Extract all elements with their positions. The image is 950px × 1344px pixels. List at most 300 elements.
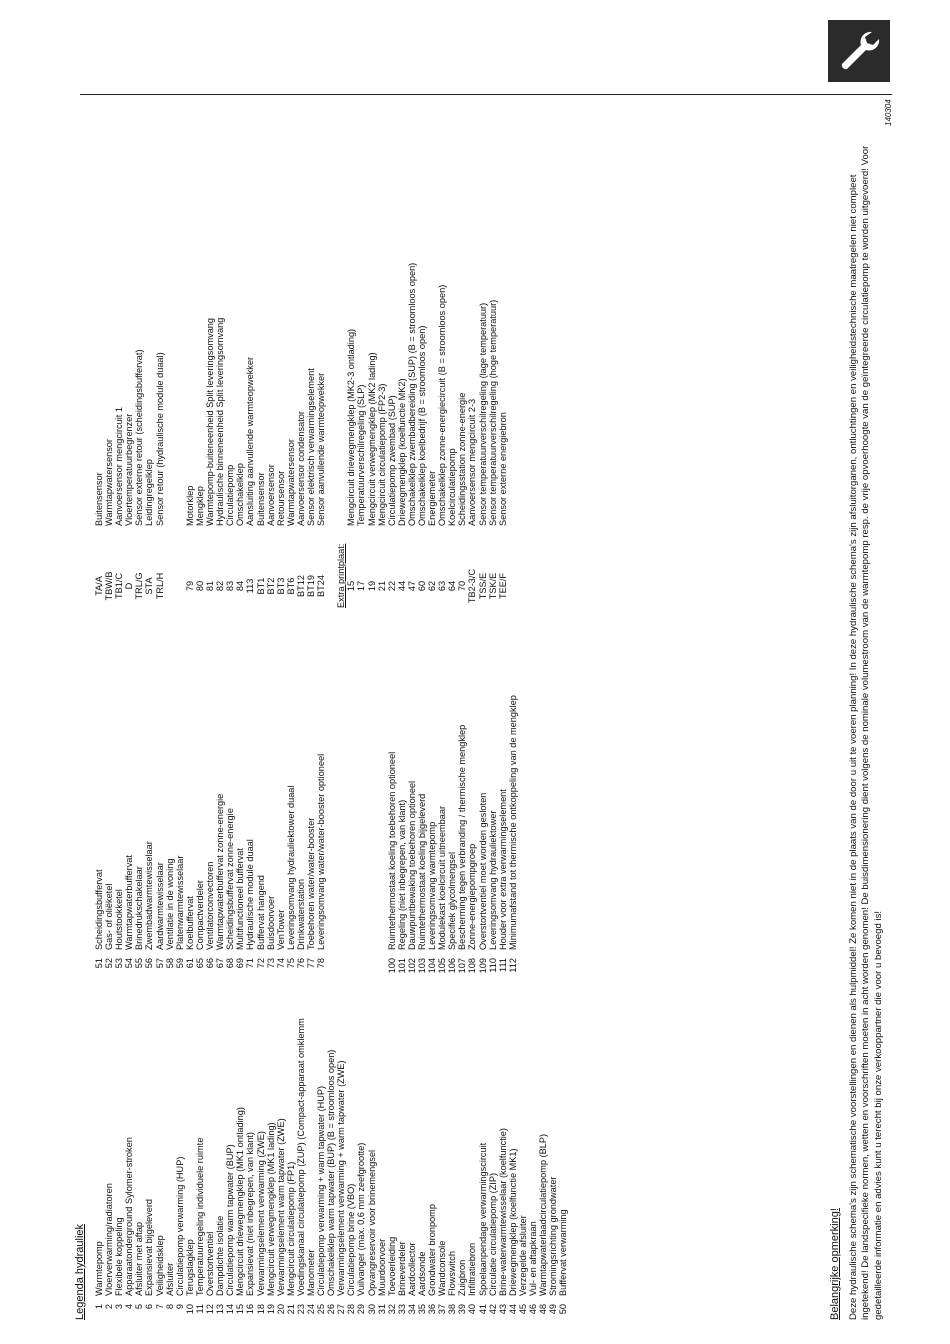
legend-row: [407, 990, 417, 1320]
legend-row: [124, 138, 134, 608]
legend-row: [478, 990, 488, 1320]
legend-label: Aardsonde: [417, 1251, 427, 1296]
legend-row: [114, 629, 124, 974]
legend-row: [165, 138, 175, 608]
legend-row: [306, 138, 316, 608]
legend-label: Apparaatonderground Sylomer-stroken: [124, 1137, 135, 1296]
legend-code: 61: [184, 958, 195, 969]
legend-label: Circulatiepomp verwarming (HUP): [174, 1156, 185, 1296]
legend-row: [225, 990, 235, 1320]
legend-code: 2: [104, 1304, 115, 1310]
legend-row: [94, 990, 104, 1320]
legend-label: Ventilatie in de woning: [164, 858, 175, 950]
legend-code: 70: [457, 580, 468, 592]
legend-row: [387, 990, 397, 1320]
legend-label: Scheidingsbuffervat zonne-energie: [225, 808, 236, 950]
legend-code: 84: [235, 580, 246, 592]
legend-label: Brinedrukschakelaar: [134, 866, 145, 950]
legend-code: 15: [346, 580, 357, 592]
legend-label: Leidingregelklep: [144, 459, 155, 526]
legend-code: 106: [447, 958, 458, 974]
legend-code: TRL/H: [154, 572, 165, 600]
legend-label: Circulatiepomp zwembad (SUP): [386, 395, 397, 526]
legend-row: [417, 629, 427, 974]
legend-row: [437, 629, 447, 974]
legend-code: 4: [124, 1304, 135, 1310]
legend-label: Muurdoorvoer: [376, 1238, 387, 1296]
legend-row: [417, 138, 427, 608]
legend-row: [185, 629, 195, 974]
notice-title: Belangrijke opmerking!: [829, 1208, 841, 1320]
legend-label: Expansievat (niet inbegrepen, van klant): [245, 1132, 256, 1296]
legend-code: 21: [376, 580, 387, 592]
legend-label: Verwarmingselement warm tapwater (ZWE): [275, 1118, 286, 1296]
legend-code: 19: [366, 580, 377, 592]
legend-row: [437, 990, 447, 1320]
legend-code: 18: [255, 1304, 266, 1315]
legend-label: Sensor elektrisch verwarmingselement: [305, 368, 316, 526]
legend-column-1: [94, 990, 568, 1320]
legend-label: Circulatiepomp brine (VBO): [346, 1183, 357, 1296]
legend-row: [367, 990, 377, 1320]
legend-row: [467, 629, 477, 974]
document-number: 140304: [884, 99, 893, 126]
legend-label: Koelcirculatiepomp: [447, 448, 458, 526]
legend-label: Overstortventiel moet worden gesloten: [477, 792, 488, 950]
legend-code: 35: [417, 1304, 427, 1315]
legend-label: Sensor aanvullende warmteopwekker: [316, 372, 327, 526]
legend-label: Omschakelklep koelbedrijf (B = stroomloos open): [417, 325, 427, 526]
legend-row: [377, 138, 387, 608]
legend-row: [144, 138, 154, 608]
legend-row: [235, 990, 245, 1320]
legend-label: Overstortventiel: [205, 1231, 216, 1296]
legend-code: 32: [386, 1304, 397, 1315]
legend-code: D: [124, 582, 135, 590]
legend-code: 23: [295, 1304, 306, 1315]
legend-row: [478, 629, 488, 974]
legend-code: 104: [427, 958, 438, 974]
legend-code: 110: [487, 958, 498, 973]
notice-text: Deze hydraulische schema's zijn schematische voorstellingen en dienen als hulpmiddel! Ze komen niet in de plaats van de door u uit te voeren planning! In deze hydraulische schema's zijn afsluitorganen, ontluchtingen en veiligheidstechnische maatregelen niet compleet ingetekend! De landspecifieke normen, wetten en voorschriften moeten in acht worden genomen! De buisdimensionering dient volgens de nominale volumestroom van de warmtepomp resp. de vrije opvoerhoogte van de geïntegreerde circulatiepomp te worden uitgevoerd! Voor gedetailleerde informatie en advies kunt u terecht bij onze verkooppartner die voor u bevoegd is!: [848, 145, 884, 1320]
legend-label: Warmtapwaterbuffervat zonne-energie: [215, 793, 226, 950]
legend-code: TSS/E: [477, 572, 488, 600]
legend-code: 80: [194, 580, 205, 592]
legend-label: Temperatuurverschilregeling (SLP): [356, 384, 367, 526]
legend-label: Grondwater bronpomp: [427, 1204, 438, 1296]
legend-row: [478, 138, 488, 608]
legend-row: [467, 990, 477, 1320]
legend-row: [457, 629, 467, 974]
legend-row: [175, 990, 185, 1320]
legend-code: TSK/E: [487, 572, 498, 600]
legend-code: BT6: [285, 577, 296, 595]
legend-code: 14: [225, 1304, 236, 1315]
legend-label: Mengklep: [194, 486, 205, 526]
legend-row: [346, 629, 356, 974]
legend-label: Scheidingsbuffervat: [94, 869, 104, 950]
legend-label: Flowswitch: [447, 1251, 458, 1296]
legend-label: Flexibele koppeling: [114, 1217, 125, 1296]
legend-row: [447, 138, 457, 608]
legend-row: [457, 990, 467, 1320]
legend-label: Sensor temperatuurverschilregeling (hoge temperatuur): [487, 299, 498, 526]
legend-label: Temperatuurregeling individuele ruimte: [194, 1137, 205, 1296]
legend-row: [175, 629, 185, 974]
legend-code: 76: [295, 958, 306, 969]
legend-row: [276, 138, 286, 608]
legend-row: [195, 138, 205, 608]
legend-code: 55: [134, 958, 145, 969]
legend-label: Leveringsomvang hydrauliektower duaal: [285, 785, 296, 950]
legend-row: [286, 629, 296, 974]
legend-code: TRL/G: [134, 572, 145, 600]
legend-row: [306, 990, 316, 1320]
legend-row: [377, 990, 387, 1320]
legend-code: 64: [447, 580, 458, 592]
legend-code: 83: [225, 580, 236, 592]
legend-label: Modulekast koelcircuit uitneembaar: [437, 805, 448, 950]
legend-row: [205, 138, 215, 608]
legend-label: Buffervat hangend: [255, 875, 266, 950]
legend-row: [266, 629, 276, 974]
legend-code: TBW/B: [104, 571, 115, 601]
legend-label: Mengcircuit verwegmengklep (MK1 lading): [265, 1122, 276, 1296]
legend-code: STA: [144, 577, 155, 595]
legend-label: Voedingskanaal circulatiepomp (ZUP) (Compact-apparaat omklemm: [295, 1018, 306, 1296]
legend-label: Brineverdeler: [396, 1241, 407, 1296]
legend-row: [144, 629, 154, 974]
legend-label: Infiltratiebron: [467, 1242, 478, 1296]
legend-label: Circulatiepomp warm tapwater (BUP): [225, 1144, 236, 1296]
legend-row: [296, 629, 306, 974]
legend-code: 69: [235, 958, 246, 969]
legend-row: [195, 990, 205, 1320]
legend-code: 3: [114, 1304, 125, 1310]
legend-column-2: [94, 629, 518, 974]
legend-code: 79: [184, 580, 195, 592]
legend-code: 75: [285, 958, 296, 969]
legend-code: 20: [275, 1304, 286, 1315]
legend-row: [256, 990, 266, 1320]
legend-code: 105: [437, 958, 448, 974]
legend-label: Circulatiepomp: [225, 464, 236, 526]
legend-row: [528, 990, 538, 1320]
legend-row: [124, 990, 134, 1320]
legend-label: Vul- en aftapkraan: [528, 1221, 539, 1296]
legend-code: 27: [336, 1304, 347, 1315]
legend-row: [235, 629, 245, 974]
legend-code: BT24: [316, 575, 327, 597]
legend-label: Koelbuffervat: [184, 896, 195, 950]
legend-code: 54: [124, 958, 135, 969]
legend-row: [498, 990, 508, 1320]
legend-row: [256, 629, 266, 974]
legend-code: 48: [538, 1304, 549, 1315]
legend-code: 107: [457, 958, 468, 974]
legend-row: [427, 629, 437, 974]
legend-code: 81: [205, 580, 216, 592]
legend-label: Leveringsomvang water/water-booster optioneel: [316, 753, 327, 950]
legend-code: 111: [497, 958, 508, 972]
legend-row: [387, 629, 397, 974]
legend-row: [417, 990, 427, 1320]
legend-label: Dampdichte isolatie: [215, 1215, 226, 1296]
legend-row: [276, 629, 286, 974]
legend-label: Wandconsole: [437, 1240, 448, 1296]
legend-code: 8: [164, 1304, 175, 1310]
legend-row: [185, 138, 195, 608]
legend-row: [114, 138, 124, 608]
legend-row: [397, 990, 407, 1320]
legend-label: Afsluiter met aftap: [134, 1221, 145, 1296]
extra-printplaat-heading: Extra printplaat:: [336, 543, 347, 608]
legend-label: Terugslagklep: [184, 1239, 195, 1296]
legend-row: [144, 990, 154, 1320]
legend-label: Houtstookketel: [114, 889, 125, 950]
legend-label: Motorklep: [184, 485, 195, 526]
legend-code: 33: [396, 1304, 407, 1315]
legend-row: [447, 990, 457, 1320]
legend-row: [326, 990, 336, 1320]
legend-code: 72: [255, 958, 266, 969]
legend-code: 109: [477, 958, 488, 974]
legend-code: 6: [144, 1304, 155, 1310]
legend-row: [245, 629, 255, 974]
legend-row: [286, 138, 296, 608]
legend-row: [316, 138, 326, 608]
legend-row: [296, 138, 306, 608]
legend-row: [195, 629, 205, 974]
legend-label: Warmtapwatersensor: [285, 439, 296, 526]
legend-row: [134, 990, 144, 1320]
legend-code: 103: [417, 958, 427, 974]
legend-row: [367, 138, 377, 608]
legend-code: 100: [386, 958, 397, 974]
legend-code: 38: [447, 1304, 458, 1315]
legend-row: [205, 990, 215, 1320]
legend-code: 36: [427, 1304, 438, 1315]
legend-code: 67: [215, 958, 226, 969]
legend-code: BT1: [255, 577, 266, 595]
legend-label: Driewegmengklep (koelfunctie MK2): [396, 378, 407, 526]
legend-label: Hydraulische binneneenheid Split leveringsomvang: [215, 317, 226, 526]
legend-row: [296, 990, 306, 1320]
legend-code: 5: [134, 1304, 145, 1310]
legend-code: 57: [154, 958, 165, 969]
legend-row: [155, 990, 165, 1320]
legend-label: Stromingsrichting grondwater: [548, 1176, 559, 1296]
legend-label: Scheidingsstation zonne-energie: [457, 392, 468, 526]
spacer: [326, 138, 336, 608]
legend-label: Veiligheidsklep: [154, 1235, 165, 1296]
legend-label: Buitensensor: [94, 472, 104, 526]
legend-label: Aardcollector: [406, 1242, 417, 1296]
legend-label: Ruimtethermostaat koeling bijgeleverd: [417, 793, 427, 950]
legend-code: 52: [104, 958, 115, 969]
legend-code: 60: [417, 580, 427, 592]
legend-row: [235, 138, 245, 608]
legend-code: 49: [548, 1304, 559, 1315]
legend-label: Ruimtethermostaat koeling toebehoren optioneel: [386, 751, 397, 950]
legend-row: [225, 138, 235, 608]
legend-code: 16: [245, 1304, 256, 1315]
legend-row: [124, 629, 134, 974]
legend-label: Brine-waterwarmtewisselaar (koelfunctie): [497, 1128, 508, 1296]
legend-code: 47: [406, 580, 417, 592]
legend-row: [316, 629, 326, 974]
legend-code: BT19: [305, 575, 316, 597]
legend-row: [245, 990, 255, 1320]
legend-row: [407, 138, 417, 608]
legend-code: 28: [346, 1304, 357, 1315]
legend-row: [498, 138, 508, 608]
legend-code: 21: [285, 1304, 296, 1315]
legend-code: 26: [326, 1304, 337, 1315]
legend-code: 65: [194, 958, 205, 969]
wrench-icon: [828, 20, 890, 82]
legend-label: Sensor externe energiebron: [497, 412, 508, 526]
legend-code: 101: [396, 958, 407, 974]
legend-row: [245, 138, 255, 608]
legend-code: BT2: [265, 577, 276, 595]
legend-label: Aanvoersensor mengcircuit 1: [114, 407, 125, 526]
legend-row: [104, 629, 114, 974]
legend-label: Zonne-energiepompgroep: [467, 843, 478, 950]
legend-label: Leveringsomvang hydrauliektower: [487, 810, 498, 950]
legend-code: 25: [316, 1304, 327, 1315]
legend-label: Specifiek glycolmengsel: [447, 851, 458, 950]
legend-code: 43: [497, 1304, 508, 1315]
legend-code: 41: [477, 1304, 488, 1315]
legend-label: Ventilatorconvectoren: [205, 861, 216, 950]
legend-column-3: [94, 138, 508, 608]
legend-row: [256, 138, 266, 608]
legend-row: [346, 990, 356, 1320]
legend-label: Circulatie circulatiepomp (ZIP): [487, 1172, 498, 1296]
legend-code: 50: [558, 1304, 569, 1315]
legend-code: 113: [245, 578, 256, 594]
legend-code: 44: [507, 1304, 518, 1315]
legend-row: [488, 990, 498, 1320]
legend-row: [457, 138, 467, 608]
legend-label: Warmtapwaterbuffervat: [124, 855, 135, 950]
legend-label: Energiemeter: [427, 470, 438, 526]
legend-label: Buffervat verwarming: [558, 1209, 569, 1296]
legend-row: [94, 138, 104, 608]
legend-code: 29: [356, 1304, 367, 1315]
legend-label: Toevoerleiding: [386, 1236, 397, 1296]
legend-row: [316, 990, 326, 1320]
legend-row: [134, 629, 144, 974]
legend-row: [165, 629, 175, 974]
legend-code: 19: [265, 1304, 276, 1315]
legend-label: Bescherming tegen verbranding / thermische mengklep: [457, 724, 468, 950]
legend-label: Aardwarmtewisselaar: [154, 862, 165, 950]
legend-label: Sensor externe retour (scheidingsbuffervat): [134, 349, 145, 526]
rotated-page: [64, 120, 904, 1320]
legend-row: [336, 990, 346, 1320]
legend-row: [104, 990, 114, 1320]
legend-row: [447, 629, 457, 974]
legend-label: Aansluiting aanvullende warmteopwekker: [245, 356, 256, 526]
legend-label: Compactverdeler: [194, 880, 205, 950]
legend-code: 34: [406, 1304, 417, 1315]
legend-code: 78: [316, 958, 327, 969]
legend-code: 108: [467, 958, 478, 974]
legend-label: Regeling (niet inbegrepen, van klant): [396, 799, 407, 950]
legend-label: Warmtapwatersensor: [104, 439, 115, 526]
legend-label: Buisdoorvoer: [265, 895, 276, 950]
legend-code: 10: [184, 1304, 195, 1315]
legend-label: Multifunctioneel buffervat: [235, 848, 246, 950]
legend-code: 42: [487, 1304, 498, 1315]
legend-row: [508, 629, 518, 974]
legend-row: [276, 990, 286, 1320]
legend-code: 31: [376, 1304, 387, 1315]
legend-row: [508, 990, 518, 1320]
legend-row: [427, 138, 437, 608]
legend-row: [488, 138, 498, 608]
legend-label: Platenwarmtewisselaar: [174, 855, 185, 950]
legend-label: Zuigbron: [457, 1259, 468, 1296]
legend-code: 1: [94, 1304, 104, 1310]
legend-label: Warmtepomp: [94, 1241, 104, 1296]
legend-row: [306, 629, 316, 974]
legend-row: [407, 629, 417, 974]
legend-row: [467, 138, 477, 608]
legend-label: Buitensensor: [255, 472, 266, 526]
legend-label: Aanvoersensor mengcircuit 2-3: [467, 398, 478, 526]
legend-row: [175, 138, 185, 608]
legend-label: Vuilvanger (max. 0,6 mm zeefgrootte): [356, 1142, 367, 1296]
legend-row: [266, 990, 276, 1320]
legend-row: [336, 629, 346, 974]
legend-label: Hydraulische module duaal: [245, 839, 256, 950]
legend-code: 22: [386, 580, 397, 592]
legend-label: Manometer: [305, 1249, 316, 1296]
legend-row: [356, 629, 366, 974]
legend-row: [205, 629, 215, 974]
legend-row: [165, 990, 175, 1320]
legend-row: [518, 990, 528, 1320]
legend-code: 44: [396, 580, 407, 592]
legend-row: [377, 629, 387, 974]
legend-row: [346, 138, 356, 608]
legend-code: 58: [164, 958, 175, 969]
legend-label: Mengcircuit verwegmengklep (MK2 lading): [366, 352, 377, 526]
legend-code: 9: [174, 1304, 185, 1310]
legend-label: Expansievat bijgeleverd: [144, 1198, 155, 1296]
legend-label: Warmtepomp-buiteneenheid Split leveringsomvang: [205, 317, 216, 526]
legend-row: [356, 990, 366, 1320]
legend-label: Aanvoersensor: [265, 464, 276, 526]
legend-label: Driewegmengklep (koelfunctie MK1): [507, 1148, 518, 1296]
legend-row: [367, 629, 377, 974]
legend-row: [155, 138, 165, 608]
legend-label: Mengcircuit circulatiepomp (FP1): [285, 1161, 296, 1296]
legend-row: [114, 990, 124, 1320]
legend-row: [215, 138, 225, 608]
legend-label: Toebehoren water/water-booster: [305, 817, 316, 950]
legend-row: [437, 138, 447, 608]
legend-code: 15: [235, 1304, 246, 1315]
legend-row: [488, 629, 498, 974]
legend-label: Afsluiter: [164, 1262, 175, 1296]
legend-row: [215, 629, 225, 974]
legend-code: TEE/F: [497, 572, 508, 600]
legend-label: Sensor temperatuurverschilregeling (lage temperatuur): [477, 302, 488, 526]
